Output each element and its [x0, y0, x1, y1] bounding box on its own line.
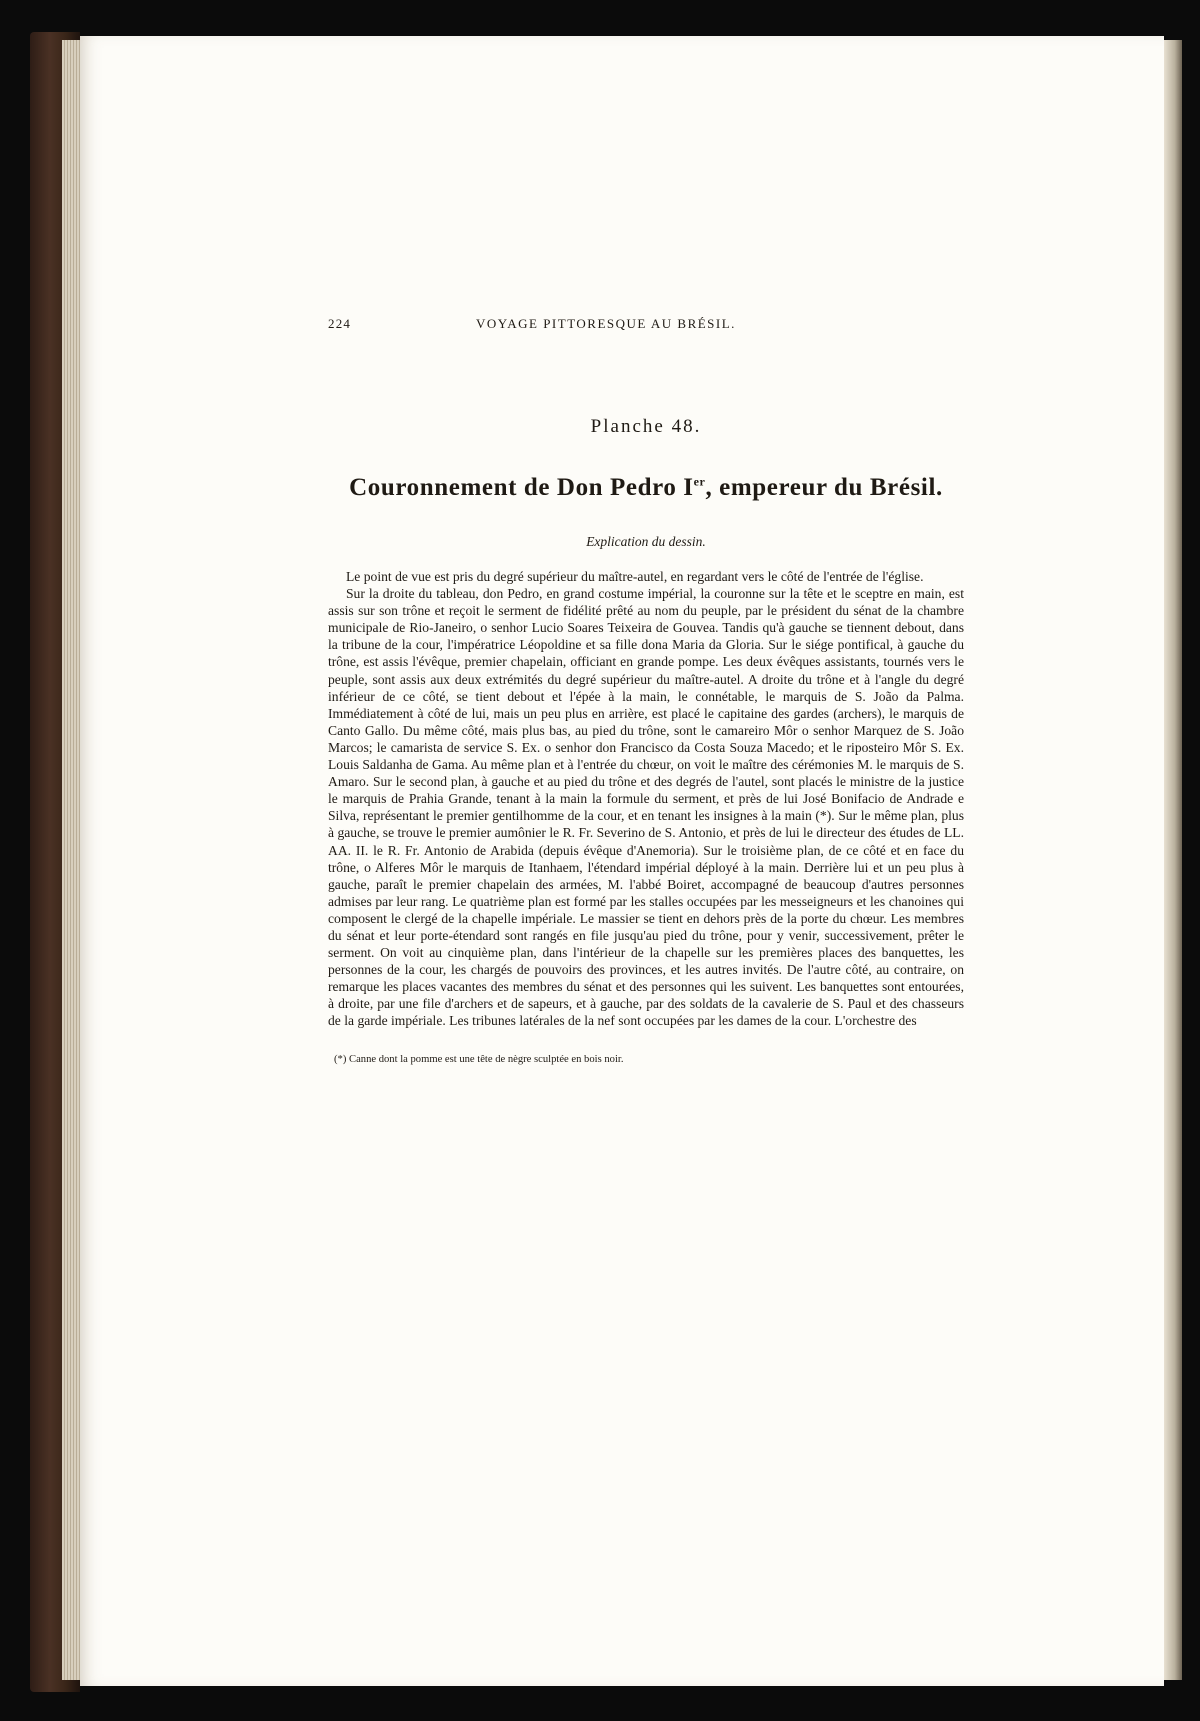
- title-end: , empereur du Brésil.: [705, 474, 943, 501]
- page-right-edge: [1164, 40, 1182, 1680]
- title-superscript: er: [693, 474, 706, 489]
- paragraph-2: Sur la droite du tableau, don Pedro, en grand costume impérial, la couronne sur la tête et le sceptre en main, est assis sur son trône et reçoit le serment de fidélité prêté au nom du peuple, par le président du sénat de la chambre municipale de Rio-Janeiro, o senhor Lucio Soares Teixeira de Gouvea. Tandis qu'à gauche se tiennent debout, dans la tribune de la cour, l'impératrice Léopoldine et sa fille dona Maria da Gloria. Sur le siége pontifical, à gauche du trône, est assis l'évêque, premier chapelain, officiant en grande pompe. Les deux évêques assistants, tournés vers le peuple, sont assis aux deux extrémités du degré supérieur du maître-autel. A droite du trône et à l'angle du degré inférieur de ce côté, se tient debout et l'épée à la main, le connétable, le marquis de S. João da Palma. Immédiatement à côté de lui, mais un peu plus en arrière, est placé le capitaine des gardes (archers), le marquis de Canto Gallo. Du même côté, mais plus bas, au pied du trône, sont le camareiro Môr o senhor Marquez de S. João Marcos; le camarista de service S. Ex. o senhor don Francisco da Costa Souza Macedo; et le riposteiro Môr S. Ex. Louis Saldanha de Gama. Au même plan et à l'entrée du chœur, on voit le maître des cérémonies M. le marquis de S. Amaro. Sur le second plan, à gauche et au pied du trône et des degrés de l'autel, sont placés le ministre de la justice le marquis de Prahia Grande, tenant à la main la formule du serment, et près de lui José Bonifacio de Andrade e Silva, représentant le premier gentilhomme de la cour, et en tenant les insignes à la main (*). Sur le même plan, plus à gauche, se trouve le premier aumônier le R. Fr. Severino de S. Antonio, et près de lui le directeur des études de LL. AA. II. le R. Fr. Antonio de Arabida (depuis évêque d'Anemoria). Sur le troisième plan, de ce côté et en face du trône, o Alferes Môr le marquis de Itanhaem, l'étendard impérial déployé à la main. Derrière lui et un peu plus à gauche, paraît le premier chapelain des armées, M. l'abbé Boiret, accompagné de beaucoup d'autres personnes admises par leur rang. Le quatrième plan est formé par les stalles occupées par les messeigneurs et les chanoines qui composent le clergé de la chapelle impériale. Le massier se tient en dehors près de la porte du chœur. Les membres du sénat et leur porte-étendard sont rangés en file jusqu'au pied du trône, pour y venir, successivement, prêter le serment. On voit au cinquième plan, dans l'intérieur de la chapelle sur les premières places des banquettes, les personnes de la cour, les chargés de pouvoirs des provinces, et les autres invités. De l'autre côté, au contraire, on remarque les places vacantes des membres du sénat et des personnes qui les suivent. Les banquettes sont entourées, à droite, par une file d'archers et de sapeurs, et à gauche, par des soldats de la cavalerie de S. Paul et des chasseurs de la garde impériale. Les tribunes latérales de la nef sont occupées par les dames de la cour. L'orchestre des: [328, 586, 964, 1029]
- subtitle: Explication du dessin.: [586, 534, 706, 549]
- page-title: [328, 474, 964, 502]
- body-text: [328, 568, 964, 1030]
- title-main: Couronnement de Don Pedro I: [349, 474, 694, 501]
- running-title: VOYAGE PITTORESQUE AU BRÉSIL.: [476, 316, 736, 331]
- footnote: (*) Canne dont la pomme est une tête de nègre sculptée en bois noir.: [334, 1053, 624, 1065]
- running-head: [328, 316, 964, 340]
- page-content: [328, 316, 964, 1065]
- plate-heading: Planche 48.: [590, 416, 702, 437]
- page-number: 224: [328, 316, 352, 331]
- paragraph-1: Le point de vue est pris du degré supérieur du maître-autel, en regardant vers le côté de l'entrée de l'église.: [346, 569, 924, 584]
